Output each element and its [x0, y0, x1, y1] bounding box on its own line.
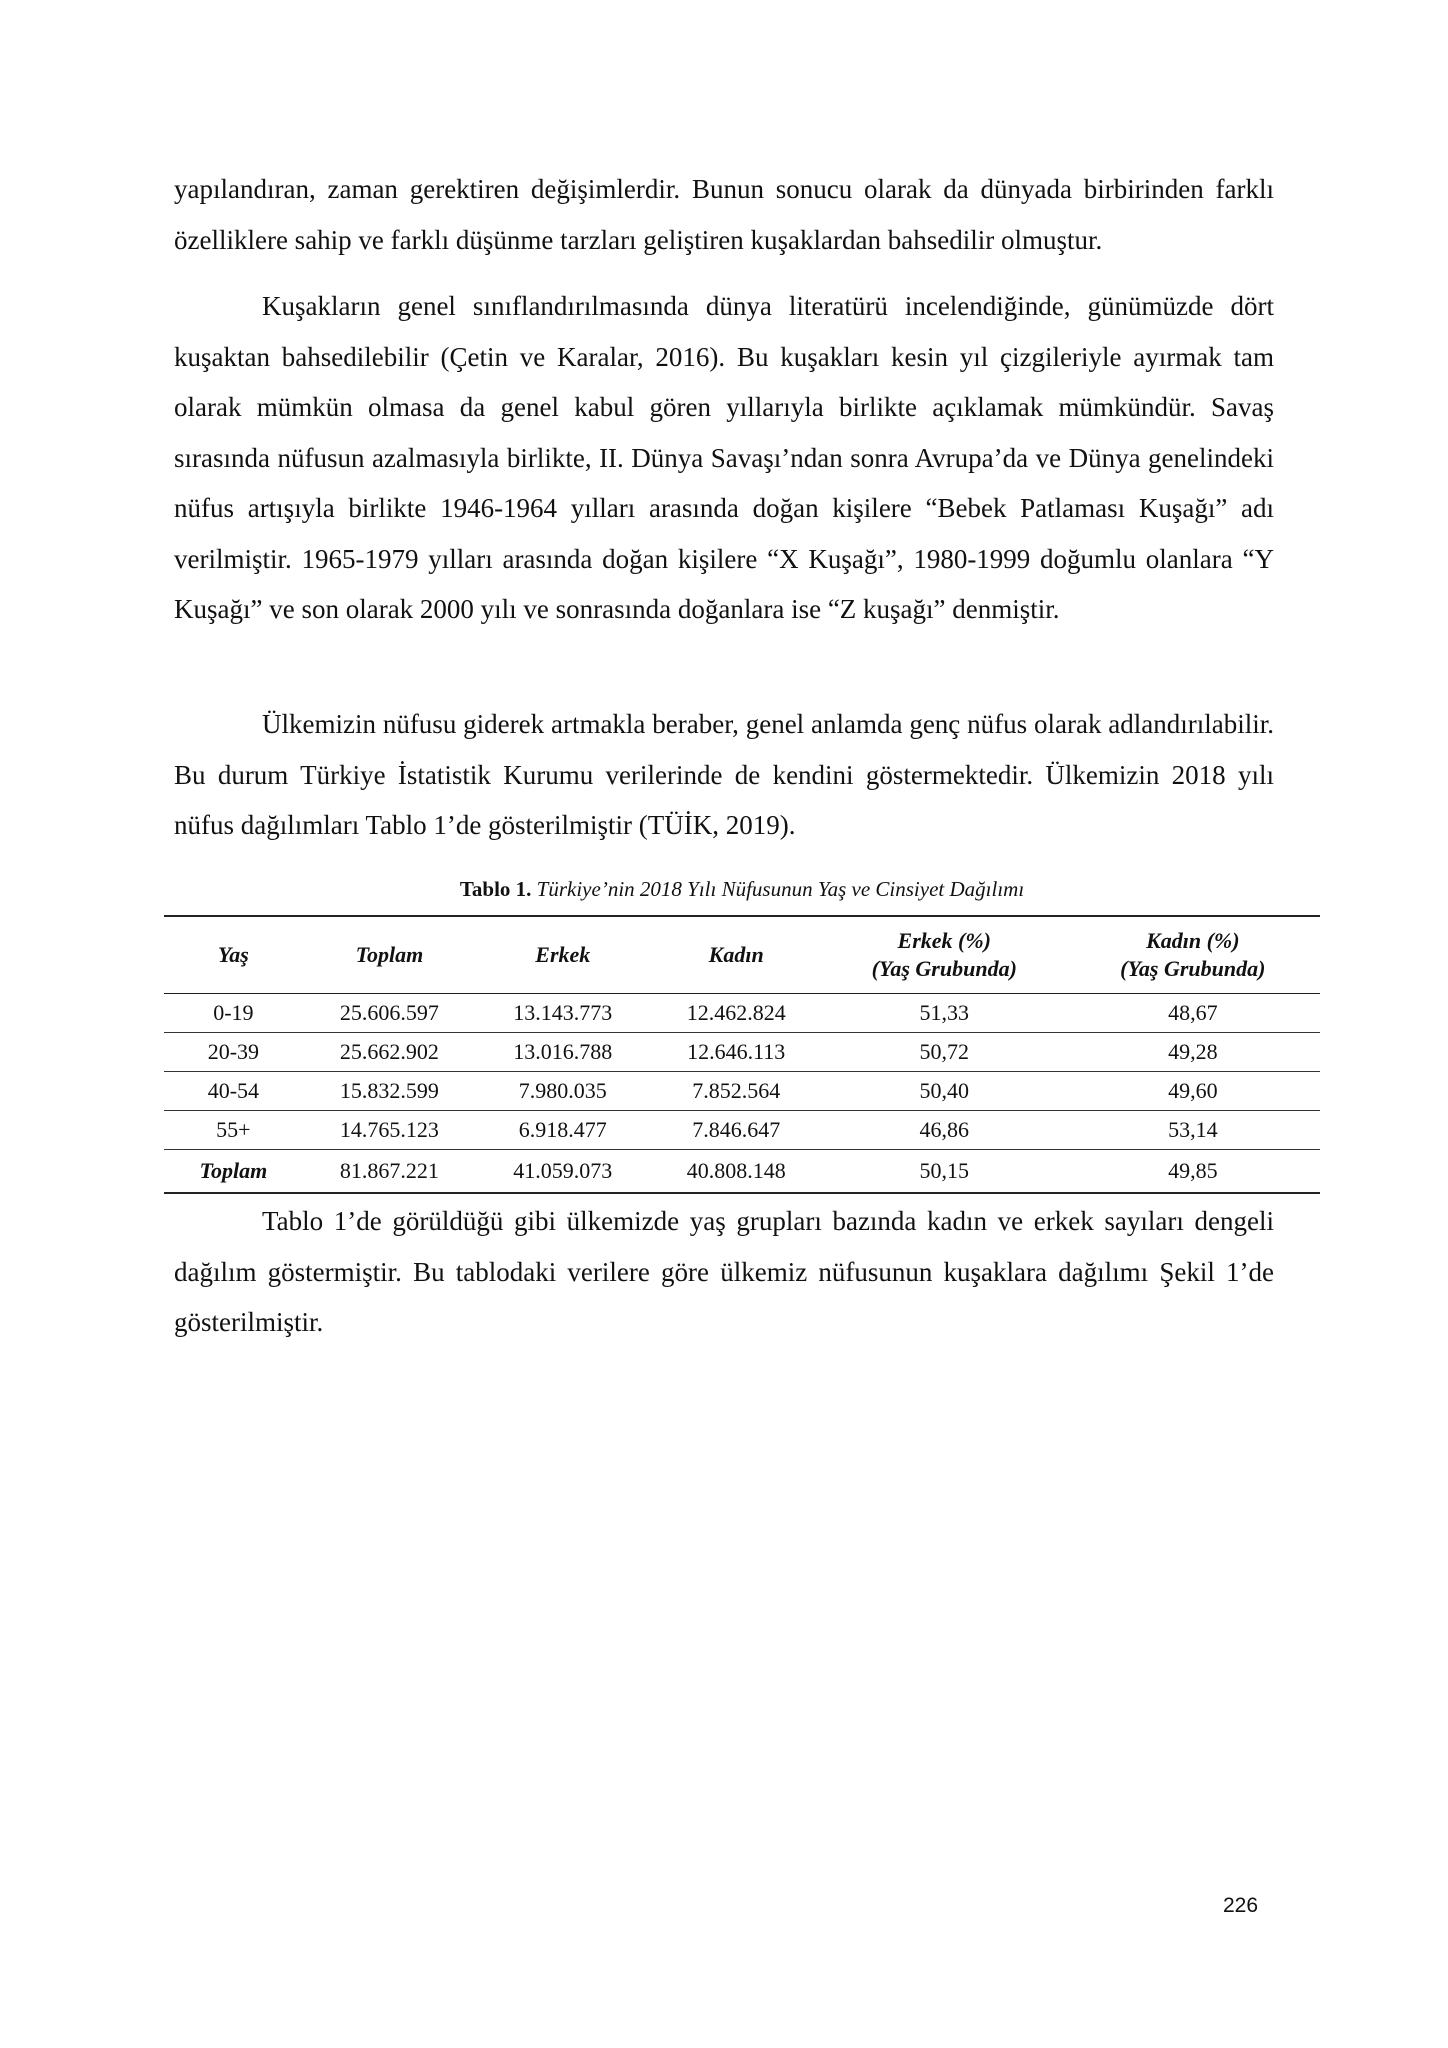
cell-total: 25.662.902: [303, 1033, 476, 1072]
cell-age: 20-39: [164, 1033, 303, 1072]
cell-female: 7.852.564: [650, 1072, 823, 1111]
header-female-percent-line1: Kadın (%): [1146, 928, 1240, 953]
cell-male-percent: 51,33: [823, 994, 1066, 1033]
cell-male-percent: 50,72: [823, 1033, 1066, 1072]
cell-female-percent: 49,60: [1066, 1072, 1320, 1111]
cell-total: 81.867.221: [303, 1150, 476, 1194]
paragraph-population-overview: Ülkemizin nüfusu giderek artmakla beraber, genel anlamda genç nüfus olarak adlandırılabilir. Bu durum Türkiye İstatistik Kurumu verilerinde de kendini göstermektedir. Ülkemizin 2018 yılı nüfus dağılımları Tablo 1’de gösterilmiştir (TÜİK, 2019).: [174, 709, 1274, 840]
cell-female: 12.462.824: [650, 994, 823, 1033]
header-male-percent-line2: (Yaş Grubunda): [871, 956, 1017, 981]
cell-male: 7.980.035: [476, 1072, 649, 1111]
population-table: [164, 915, 1320, 1194]
table-caption: [164, 874, 1320, 904]
cell-female-percent: 53,14: [1066, 1111, 1320, 1150]
table-row: [164, 1072, 1320, 1111]
cell-total: 25.606.597: [303, 994, 476, 1033]
cell-total: 14.765.123: [303, 1111, 476, 1150]
cell-male: 41.059.073: [476, 1150, 649, 1194]
cell-male-percent: 50,40: [823, 1072, 1066, 1111]
cell-age: 40-54: [164, 1072, 303, 1111]
paragraph-table-interpretation: Tablo 1’de görüldüğü gibi ülkemizde yaş grupları bazında kadın ve erkek sayıları dengeli dağılım göstermiştir. Bu tablodaki verilere göre ülkemiz nüfusunun kuşaklara dağılımı Şekil 1’de gösterilmiştir.: [174, 1206, 1274, 1337]
header-female: Kadın: [650, 916, 823, 994]
paragraph-generation-classification: Kuşakların genel sınıflandırılmasında dünya literatürü incelendiğinde, günümüzde dört kuşaktan bahsedilebilir (Çetin ve Karalar, 2016). Bu kuşakları kesin yıl çizgileriyle ayırmak tam olarak mümkün olmasa da genel kabul gören yıllarıyla birlikte açıklamak mümkündür. Savaş sırasında nüfusun azalmasıyla birlikte, II. Dünya Savaşı’ndan sonra Avrupa’da ve Dünya genelindeki nüfus artışıyla birlikte 1946-1964 yılları arasında doğan kişilere “Bebek Patlaması Kuşağı” adı verilmiştir. 1965-1979 yılları arasında doğan kişilere “X Kuşağı”, 1980-1999 doğumlu olanlara “Y Kuşağı” ve son olarak 2000 yılı ve sonrasında doğanlara ise “Z kuşağı” denmiştir.: [174, 291, 1274, 624]
cell-female-percent: 48,67: [1066, 994, 1320, 1033]
cell-male: 6.918.477: [476, 1111, 649, 1150]
cell-female: 12.646.113: [650, 1033, 823, 1072]
header-total: Toplam: [303, 916, 476, 994]
table-row: [164, 1111, 1320, 1150]
cell-age: 0-19: [164, 994, 303, 1033]
table-caption-title: Türkiye’nin 2018 Yılı Nüfusunun Yaş ve Cinsiyet Dağılımı: [536, 877, 1025, 901]
table-header-row: [164, 916, 1320, 994]
cell-male-percent: 46,86: [823, 1111, 1066, 1150]
table-row: [164, 994, 1320, 1033]
page-number: 226: [1223, 1894, 1259, 1917]
header-male-percent-line1: Erkek (%): [897, 928, 991, 953]
cell-male-percent: 50,15: [823, 1150, 1066, 1194]
cell-female-percent: 49,85: [1066, 1150, 1320, 1194]
cell-female-percent: 49,28: [1066, 1033, 1320, 1072]
cell-female: 40.808.148: [650, 1150, 823, 1194]
header-female-percent: [1066, 916, 1320, 994]
cell-male: 13.143.773: [476, 994, 649, 1033]
cell-total-label: Toplam: [164, 1150, 303, 1194]
table-caption-label: Tablo 1.: [459, 877, 532, 901]
paragraph-generations-intro: yapılandıran, zaman gerektiren değişimlerdir. Bunun sonucu olarak da dünyada birbirinden farklı özelliklere sahip ve farklı düşünme tarzları geliştiren kuşaklardan bahsedilir olmuştur.: [174, 174, 1274, 255]
cell-female: 7.846.647: [650, 1111, 823, 1150]
cell-age: 55+: [164, 1111, 303, 1150]
header-male: Erkek: [476, 916, 649, 994]
header-age: Yaş: [164, 916, 303, 994]
table-total-row: [164, 1150, 1320, 1194]
cell-male: 13.016.788: [476, 1033, 649, 1072]
header-male-percent: [823, 916, 1066, 994]
header-female-percent-line2: (Yaş Grubunda): [1120, 956, 1266, 981]
cell-total: 15.832.599: [303, 1072, 476, 1111]
table-row: [164, 1033, 1320, 1072]
